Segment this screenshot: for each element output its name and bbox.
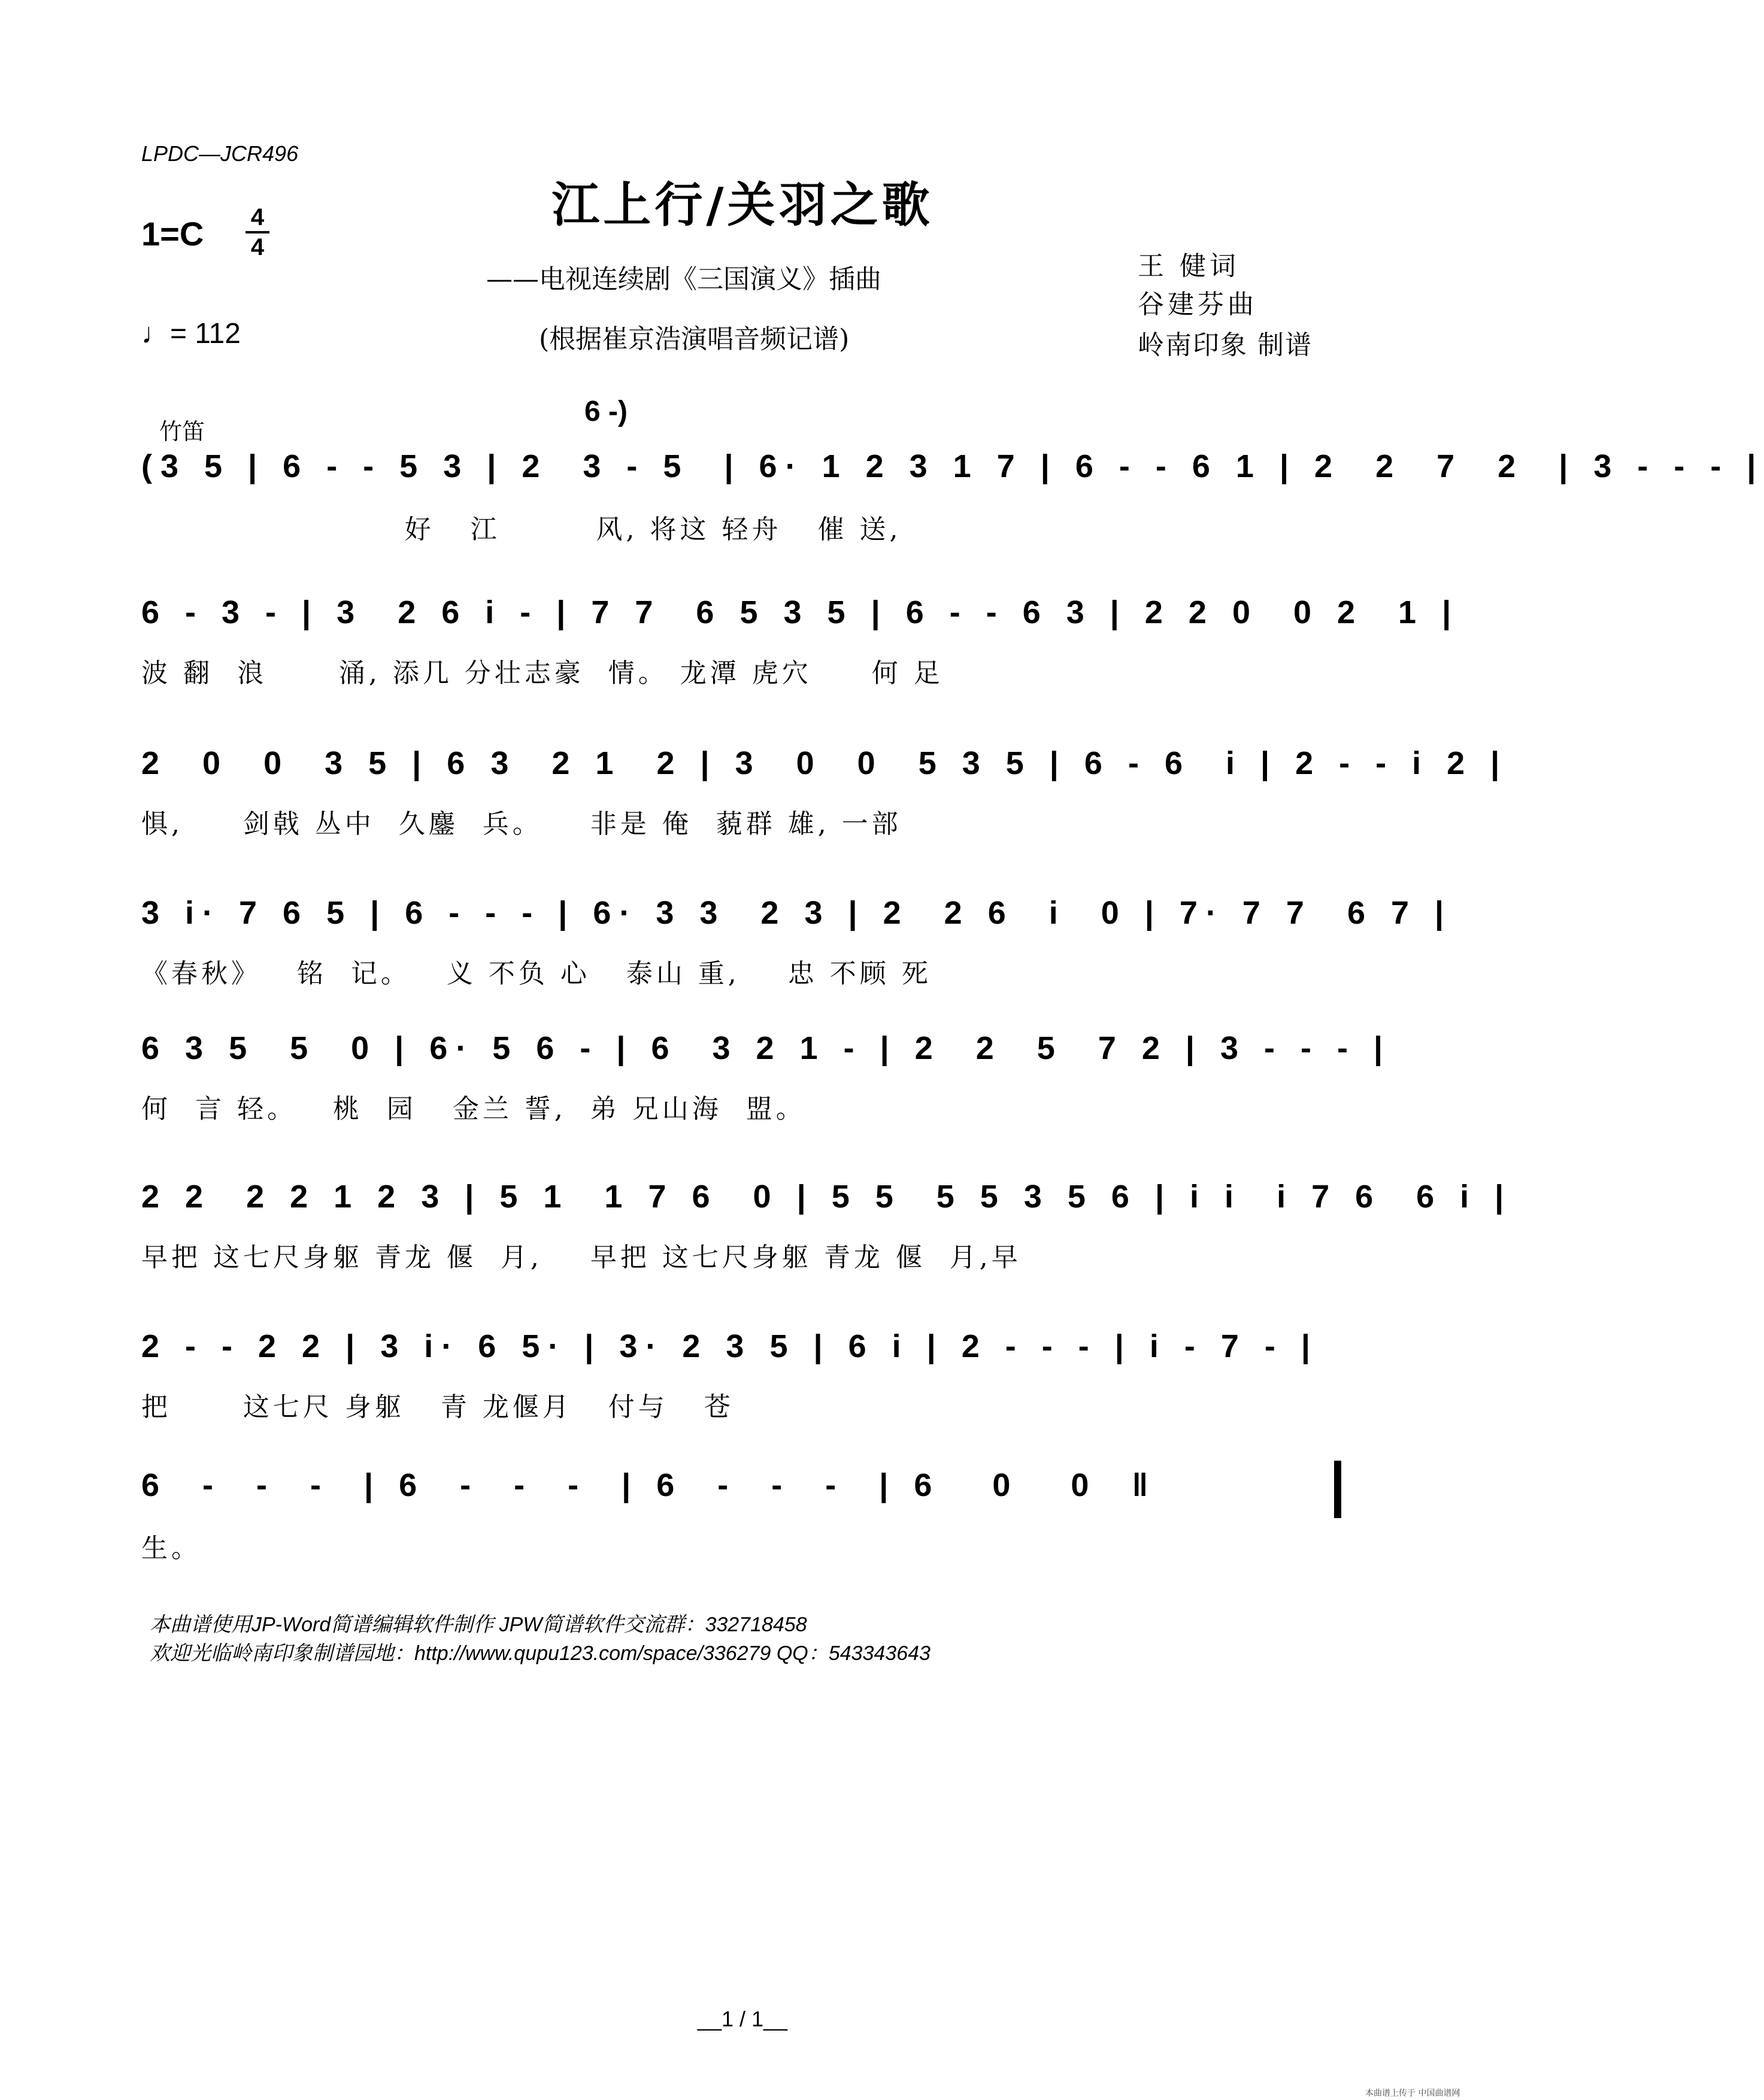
lyrics-line: 早把 这七尺身躯 青龙 偃 月, 早把 这七尺身躯 青龙 偃 月,早 [141,1242,1022,1273]
meter-bottom: 4 [250,234,265,260]
notes-line: 6 3 5 5 0 | 6· 5 6 - | 6 3 2 1 - | 2 2 5 7 2 | 3 - - - | [141,1030,1392,1066]
score-row [141,1467,1345,1568]
score-row [141,594,1460,696]
score-row [141,1030,1392,1131]
source-note: (根据崔京浩演唱音频记谱) [539,324,850,354]
score-row [141,448,1764,550]
score-row [141,1328,1345,1430]
notes-line: 2 2 2 2 1 2 3 | 5 1 1 7 6 0 | 5 5 5 5 3 5 6 | i i i 7 6 6 i | [141,1179,1513,1215]
meter-divider [245,231,269,233]
tempo-mark: ♩= 112 [141,318,241,350]
lyrics-line: 生。 [141,1533,201,1564]
score-row [141,894,1453,996]
song-title: 江上行/关羽之歌 [551,177,933,233]
composer-credit: 谷建芬曲 [1138,289,1257,320]
meter-top: 4 [250,204,265,230]
instrument-label: 竹笛 [159,418,205,445]
notes-line: 6 - - - | 6 - - - | 6 - - - | 6 0 0 ‖ [141,1467,1157,1503]
lyrics-line: 《春秋》 铭 记。 义 不负 心 泰山 重, 忠 不顾 死 [141,958,932,989]
footer-line: 欢迎光临岭南印象制谱园地：http://www.qupu123.com/space/336279 QQ：543343643 [150,1642,931,1665]
lyrics-line: 何 言 轻。 桃 园 金兰 誓, 弟 兄山海 盟。 [141,1094,806,1124]
intro-ending: 6 -) [584,396,628,427]
final-barline [1334,1461,1341,1518]
page-number: __1 / 1__ [697,2007,788,2031]
notes-line: 2 - - 2 2 | 3 i· 6 5· | 3· 2 3 5 | 6 i | 2 - - - | i - 7 - | [141,1328,1319,1364]
score-code: LPDC—JCR496 [141,141,299,166]
key-signature: 1=C [141,215,204,253]
subtitle: ——电视连续剧《三国演义》插曲 [486,264,881,295]
lyrics-line: 把 这七尺 身躯 青 龙偃月 付与 苍 [141,1392,734,1422]
score-row [141,745,1508,846]
notes-line: (3 5 | 6 - - 5 3 | 2 3 - 5 | 6· 1 2 3 1 7 | 6 - - 6 1 | 2 2 7 2 | 3 - - - | [141,448,1764,484]
notes-line: 6 - 3 - | 3 2 6 i - | 7 7 6 5 3 5 | 6 - - 6 3 | 2 2 0 0 2 1 | [141,594,1460,630]
lyrics-line: 好 江 风, 将这 轻舟 催 送, [141,514,902,545]
time-signature [245,205,269,260]
watermark: 本曲谱上传于 中国曲谱网 [1365,2089,1460,2098]
footer-line: 本曲谱使用JP-Word简谱编辑软件制作 JPW简谱软件交流群：332718458 [150,1613,807,1636]
lyricist-credit: 王 健词 [1138,251,1239,281]
arranger-credit: 岭南印象 制谱 [1138,330,1313,360]
notes-line: 3 i· 7 6 5 | 6 - - - | 6· 3 3 2 3 | 2 2 6 i 0 | 7· 7 7 6 7 | [141,895,1453,931]
lyrics-line: 惧, 剑戟 丛中 久鏖 兵。 非是 俺 藐群 雄, 一部 [141,809,902,839]
score-row [141,1178,1513,1280]
lyrics-line: 波 翻 浪 涌, 添几 分壮志豪 情。 龙潭 虎穴 何 足 [141,658,944,688]
notes-line: 2 0 0 3 5 | 6 3 2 1 2 | 3 0 0 5 3 5 | 6 - 6 i | 2 - - i 2 | [141,745,1508,781]
